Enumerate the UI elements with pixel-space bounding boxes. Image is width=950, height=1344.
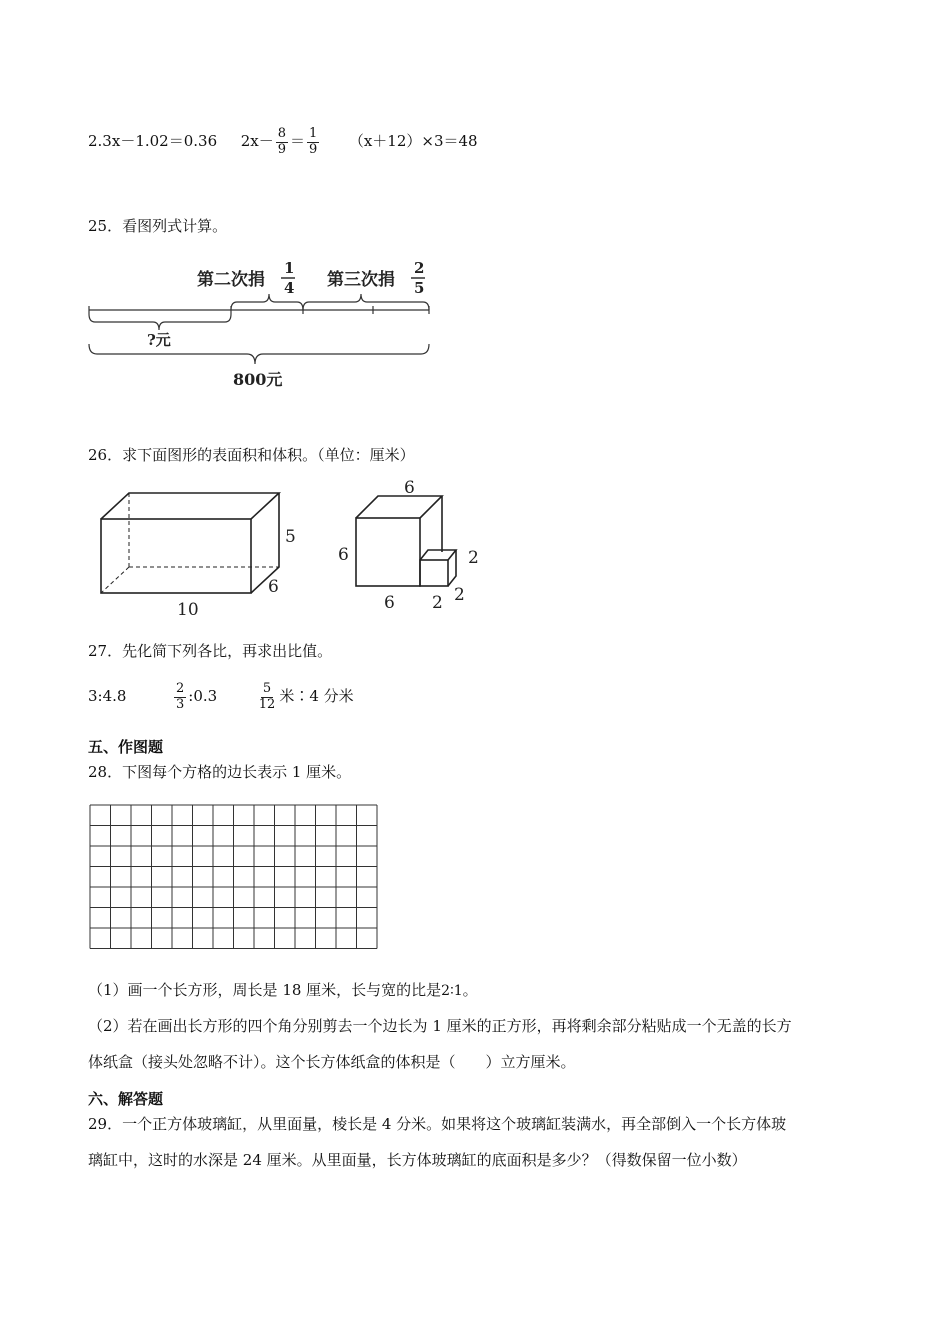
ratio-2: $\frac{2}{3}$ :0.3: [176, 681, 218, 712]
q26-box-figure: [95, 485, 310, 620]
frac-second-den: 4: [284, 279, 295, 297]
small-cube-depth-label: 2: [454, 585, 465, 605]
question-29-line-2: 璃缸中，这时的水深是 24 厘米。从里面量，长方体玻璃缸的底面积是多少？（得数保留一位小数）: [88, 1151, 747, 1169]
label-third: 第三次捐: [327, 270, 395, 290]
cube-top-label: 6: [404, 478, 415, 498]
equation-1: 2.3x－1.02＝0.36: [88, 132, 218, 150]
q28-part-2-line-2: 体纸盒（接头处忽略不计）。这个长方体纸盒的体积是（ ）立方厘米。: [88, 1053, 576, 1071]
q28-part-2-line-1: （2）若在画出长方形的四个角分别剪去一个边长为 1 厘米的正方形，再将剩余部分粘贴成一个无盖的长方: [88, 1017, 792, 1035]
box-width-label: 6: [268, 577, 279, 597]
equation-2: 2x－ $\frac{8}{9}$ ＝ $\frac{1}{9}$: [240, 126, 318, 157]
label-total: 800元: [233, 370, 283, 389]
small-cube-right-label: 2: [468, 548, 479, 568]
ratio-row: [88, 674, 354, 718]
frac-third-num: 2: [414, 259, 425, 277]
brace-unknown: [89, 314, 231, 330]
section-title: 六、解答题: [88, 1090, 164, 1108]
q28-part-1: （1）画一个长方形，周长是 18 厘米，长与宽的比是2∶1。: [88, 981, 478, 999]
cube-bottom-label: 6: [384, 593, 395, 613]
question-28: 28．下图每个方格的边长表示 1 厘米。: [88, 763, 352, 781]
fraction: $\frac{5}{12}$: [258, 681, 276, 712]
fraction: $\frac{8}{9}$: [277, 126, 286, 157]
equation-3: （x＋12）×3＝48: [348, 132, 478, 150]
ratio-3: $\frac{5}{12}$ 米∶4 分米: [258, 681, 354, 712]
fraction: $\frac{2}{3}$: [176, 681, 185, 712]
ratio-value: 2∶1: [441, 983, 463, 999]
section-title: 五、作图题: [88, 738, 164, 756]
brace-total: [89, 344, 429, 364]
equation-row: [88, 126, 478, 156]
question-27: 27．先化简下列各比，再求出比值。: [88, 642, 333, 660]
question-26: 26．求下面图形的表面积和体积。（单位：厘米）: [88, 446, 415, 464]
question-29-line-1: 29．一个正方体玻璃缸，从里面量，棱长是 4 分米。如果将这个玻璃缸装满水，再全部倒入一个长方体玻: [88, 1115, 787, 1133]
q26-cube-figure: [330, 478, 490, 618]
frac-second-num: 1: [284, 259, 295, 277]
square-grid: [89, 804, 379, 955]
ratio-1: 3:4.8: [88, 687, 127, 705]
label-unknown: ?元: [147, 331, 171, 349]
fraction: $\frac{1}{9}$: [309, 126, 318, 157]
question-25: 25．看图列式计算。: [88, 217, 228, 235]
label-second: 第二次捐: [197, 270, 265, 290]
cube-left-label: 6: [338, 545, 349, 565]
box-height-label: 5: [285, 527, 296, 547]
frac-third-den: 5: [414, 279, 425, 297]
box-length-label: 10: [177, 600, 199, 620]
small-cube-bottom-label: 2: [432, 593, 443, 613]
q25-diagram: [85, 252, 445, 397]
brace-third: [303, 294, 429, 310]
